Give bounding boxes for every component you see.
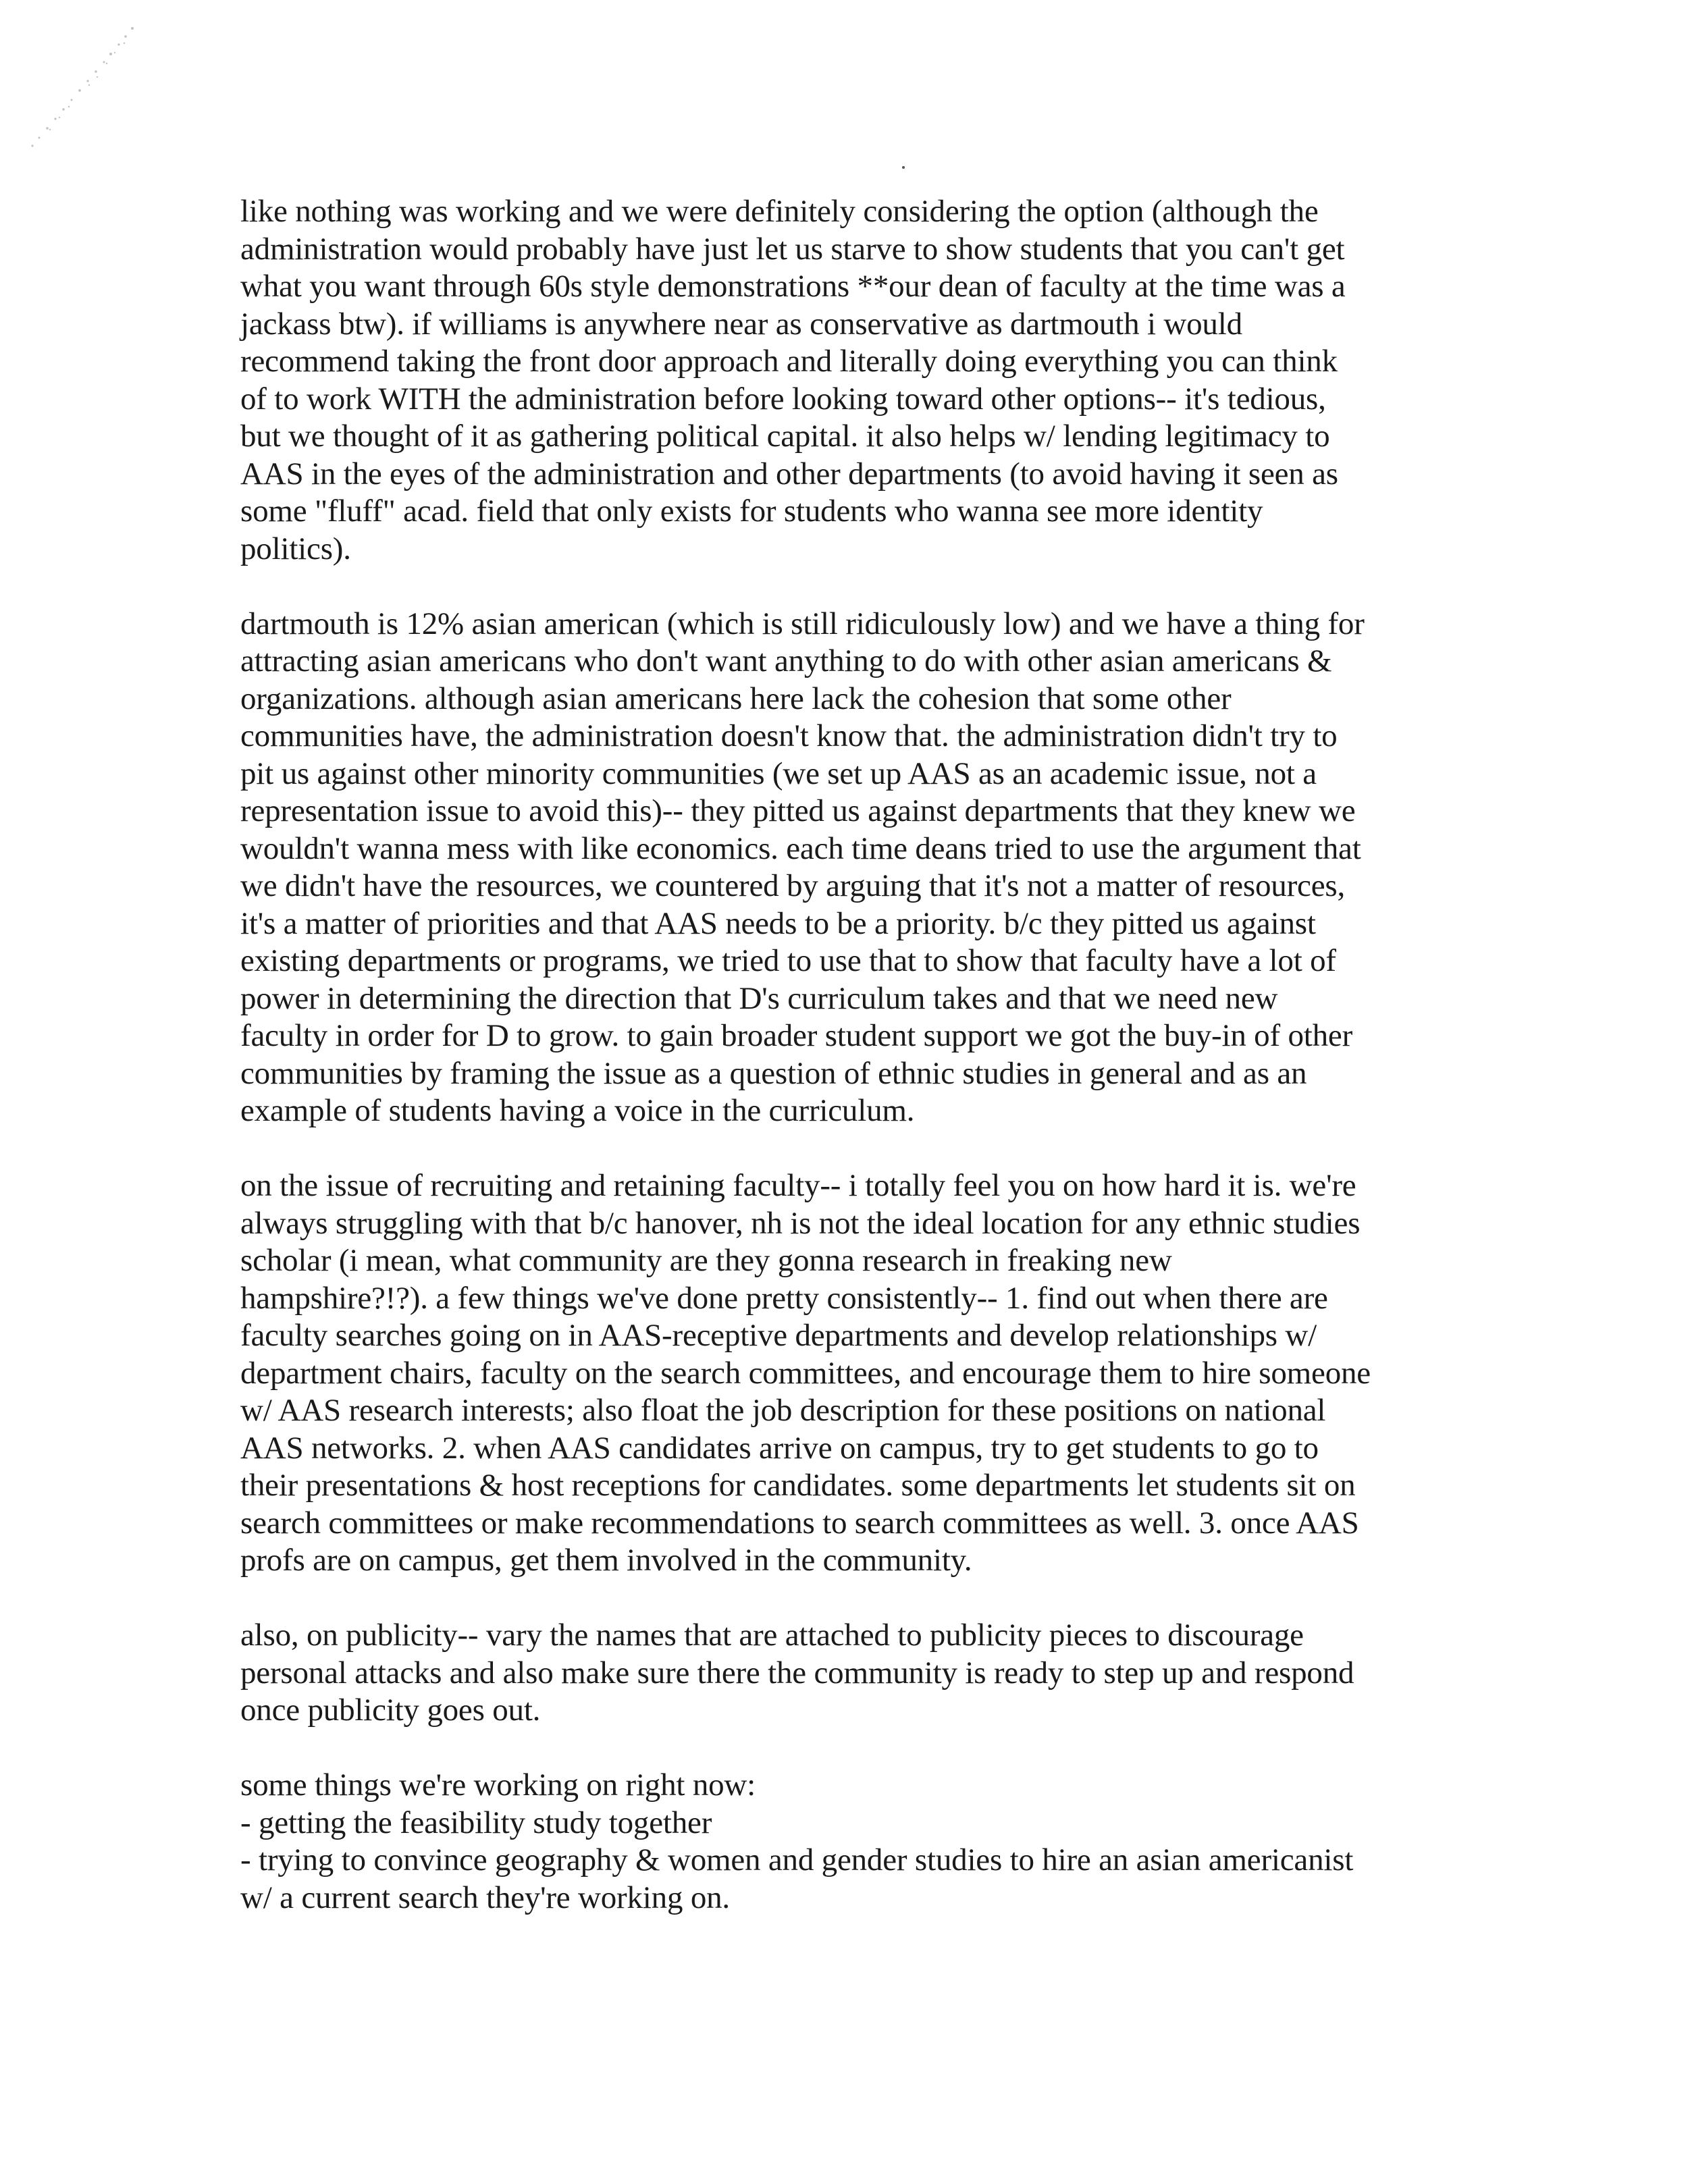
text-line: power in determining the direction that D's curriculum takes and that we need new: [240, 980, 1278, 1016]
text-line: their presentations & host receptions for candidates. some departments let students sit on: [240, 1468, 1356, 1503]
text-line: personal attacks and also make sure there the community is ready to step up and respond: [240, 1655, 1354, 1690]
list-intro: some things we're working on right now:: [240, 1767, 756, 1803]
scan-speck: [902, 166, 905, 169]
text-line: recommend taking the front door approach and literally doing everything you can think: [240, 344, 1338, 379]
text-line: organizations. although asian americans here lack the cohesion that some other: [240, 681, 1232, 716]
text-line: dartmouth is 12% asian american (which is still ridiculously low) and we have a thing for: [240, 606, 1365, 641]
text-line: what you want through 60s style demonstrations **our dean of faculty at the time was a: [240, 269, 1346, 304]
list: [240, 1805, 1483, 1917]
text-line: profs are on campus, get them involved in the community.: [240, 1543, 972, 1578]
text-line: attracting asian americans who don't want anything to do with other asian americans &: [240, 643, 1332, 678]
text-line: like nothing was working and we were definitely considering the option (although the: [240, 194, 1319, 229]
text-line: AAS in the eyes of the administration and other departments (to avoid having it seen as: [240, 456, 1338, 491]
text-line: example of students having a voice in the curriculum.: [240, 1093, 915, 1128]
list-item: [240, 1805, 1483, 1842]
text-line: pit us against other minority communities (we set up AAS as an academic issue, not a: [240, 755, 1317, 791]
letter-body: [240, 193, 1483, 1954]
text-line: also, on publicity-- vary the names that are attached to publicity pieces to discourage: [240, 1618, 1304, 1653]
text-line: we didn't have the resources, we countered by arguing that it's not a matter of resources,: [240, 868, 1345, 903]
text-line: w/ a current search they're working on.: [240, 1880, 730, 1915]
text-line: existing departments or programs, we tried to use that to show that faculty have a lot of: [240, 943, 1336, 978]
paragraph-1: [240, 193, 1483, 568]
text-line: faculty searches going on in AAS-receptive departments and develop relationships w/: [240, 1318, 1317, 1353]
text-line: once publicity goes out.: [240, 1693, 541, 1728]
text-line: scholar (i mean, what community are they gonna research in freaking new: [240, 1243, 1172, 1278]
text-line: always struggling with that b/c hanover, nh is not the ideal location for any ethnic studies: [240, 1205, 1361, 1241]
text-line: - trying to convince geography & women and gender studies to hire an asian americanist: [240, 1842, 1354, 1877]
text-line: politics).: [240, 531, 351, 566]
text-line: jackass btw). if williams is anywhere near as conservative as dartmouth i would: [240, 306, 1242, 342]
text-line: AAS networks. 2. when AAS candidates arrive on campus, try to get students to go to: [240, 1430, 1319, 1466]
text-line: - getting the feasibility study together: [240, 1805, 712, 1840]
text-line: faculty in order for D to grow. to gain broader student support we got the buy-in of other: [240, 1018, 1353, 1053]
text-line: but we thought of it as gathering political capital. it also helps w/ lending legitimacy to: [240, 419, 1330, 454]
text-line: hampshire?!?). a few things we've done pretty consistently-- 1. find out when there are: [240, 1280, 1328, 1316]
work-in-progress-list: [240, 1767, 1483, 1917]
text-line: administration would probably have just let us starve to show students that you can't get: [240, 231, 1345, 267]
text-line: communities have, the administration doesn't know that. the administration didn't try to: [240, 718, 1338, 753]
paragraph-2: [240, 606, 1483, 1130]
scan-smudge-mark: [24, 23, 139, 151]
text-line: it's a matter of priorities and that AAS needs to be a priority. b/c they pitted us against: [240, 905, 1316, 941]
text-line: on the issue of recruiting and retaining faculty-- i totally feel you on how hard it is. we're: [240, 1168, 1356, 1203]
text-line: wouldn't wanna mess with like economics. each time deans tried to use the argument that: [240, 830, 1361, 866]
text-line: communities by framing the issue as a question of ethnic studies in general and as an: [240, 1055, 1307, 1091]
text-line: search committees or make recommendations to search committees as well. 3. once AAS: [240, 1505, 1359, 1541]
paragraph-3: [240, 1167, 1483, 1580]
text-line: of to work WITH the administration before looking toward other options-- it's tedious,: [240, 381, 1326, 417]
text-line: w/ AAS research interests; also float the job description for these positions on national: [240, 1393, 1326, 1428]
paragraph-4: [240, 1617, 1483, 1730]
text-line: representation issue to avoid this)-- they pitted us against departments that they knew we: [240, 793, 1356, 828]
list-item: [240, 1842, 1483, 1917]
text-line: department chairs, faculty on the search committees, and encourage them to hire someone: [240, 1355, 1371, 1391]
text-line: some "fluff" acad. field that only exists for students who wanna see more identity: [240, 494, 1263, 529]
